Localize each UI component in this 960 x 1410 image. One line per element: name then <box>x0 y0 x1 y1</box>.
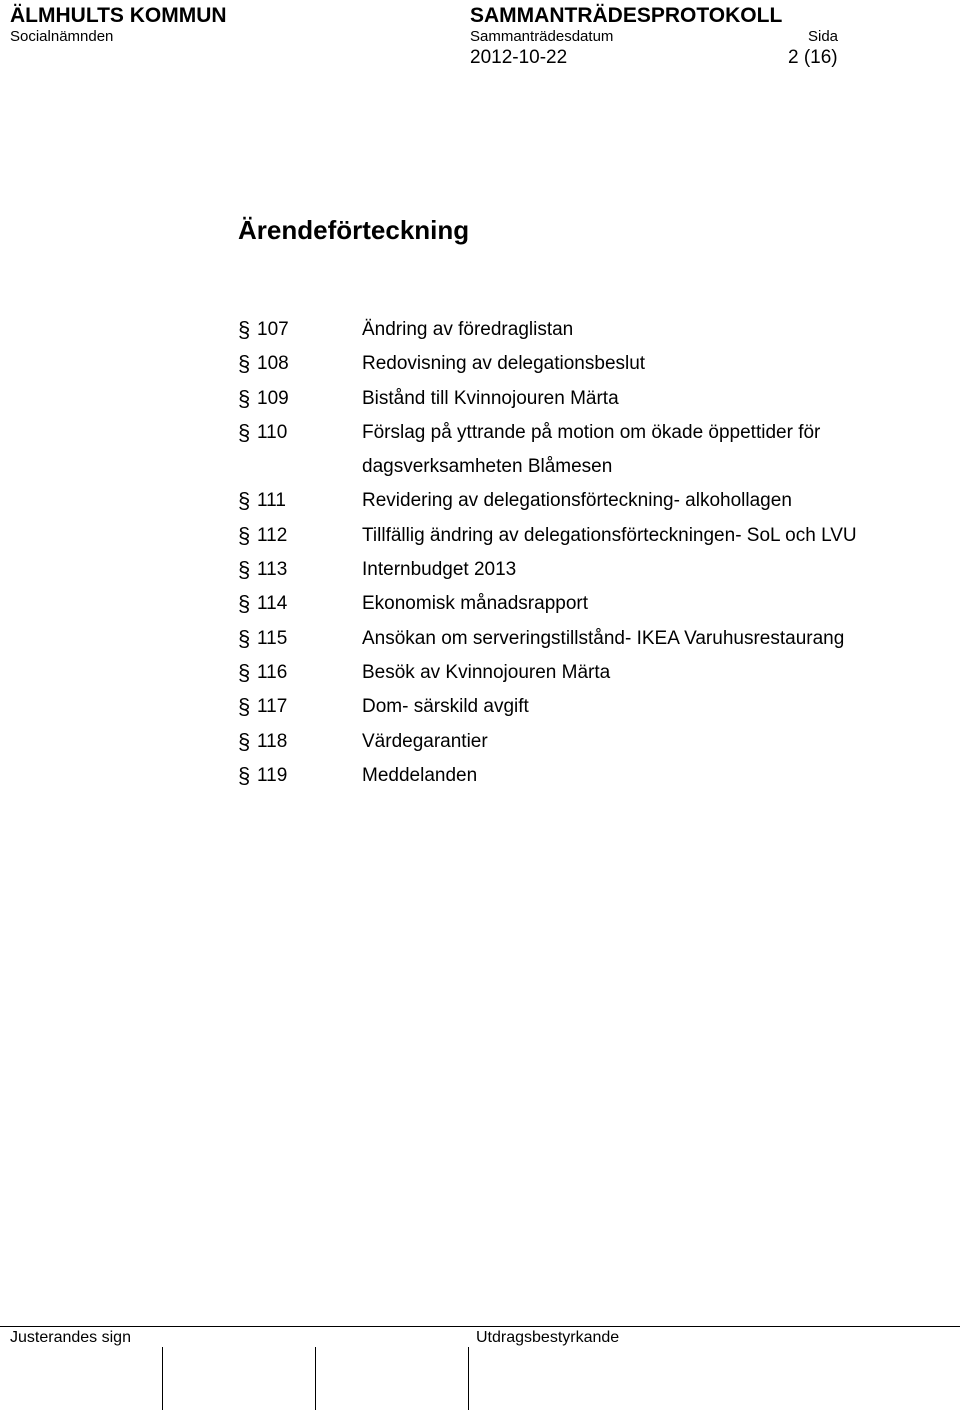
item-number: 116 <box>257 661 288 683</box>
paragraph-sign: § <box>238 351 251 377</box>
item-text: Ansökan om serveringstillstånd- IKEA Varuhusrestaurang <box>362 627 845 649</box>
utdragsbestyrkande-label: Utdragsbestyrkande <box>476 1329 620 1346</box>
agenda-item <box>238 763 938 797</box>
paragraph-sign: § <box>238 591 251 617</box>
item-number: 114 <box>257 593 288 615</box>
agenda-item <box>238 660 938 694</box>
agenda-item <box>238 420 938 489</box>
agenda-item <box>238 351 938 385</box>
justerandes-sign-label: Justerandes sign <box>10 1329 131 1346</box>
signature-divider <box>162 1347 163 1410</box>
item-number: 119 <box>257 764 288 786</box>
paragraph-sign: § <box>238 419 251 445</box>
agenda-item <box>238 557 938 591</box>
page-label: Sida <box>808 28 839 45</box>
agenda-list <box>238 317 938 797</box>
signature-divider <box>468 1347 469 1410</box>
agenda-item <box>238 488 938 522</box>
item-number: 118 <box>257 730 288 752</box>
item-text: Ekonomisk månadsrapport <box>362 593 588 615</box>
agenda-item <box>238 591 938 625</box>
meeting-date-label: Sammanträdesdatum <box>470 28 614 45</box>
paragraph-sign: § <box>238 488 251 514</box>
agenda-item <box>238 317 938 351</box>
item-text: Dom- särskild avgift <box>362 696 529 718</box>
footer-divider <box>0 1326 960 1327</box>
paragraph-sign: § <box>238 317 251 342</box>
paragraph-sign: § <box>238 659 251 685</box>
item-number: 108 <box>257 353 289 375</box>
item-number: 112 <box>257 524 288 546</box>
organization-name: ÄLMHULTS KOMMUN <box>10 4 227 27</box>
department-name: Socialnämnden <box>10 28 114 45</box>
paragraph-sign: § <box>238 625 251 651</box>
item-number: 117 <box>257 696 288 718</box>
item-number: 110 <box>257 421 288 443</box>
paragraph-sign: § <box>238 385 251 411</box>
item-number: 109 <box>257 387 289 409</box>
item-text: Värdegarantier <box>362 730 488 752</box>
item-number: 111 <box>257 490 286 512</box>
agenda-item <box>238 729 938 763</box>
page-number: 2 (16) <box>788 47 838 68</box>
item-text: Revidering av delegationsförteckning- alkohollagen <box>362 490 792 512</box>
paragraph-sign: § <box>238 728 251 754</box>
item-number: 115 <box>257 627 288 649</box>
meeting-date: 2012-10-22 <box>470 47 568 68</box>
item-text: Bistånd till Kvinnojouren Märta <box>362 387 619 409</box>
item-number: 107 <box>257 319 289 340</box>
document-type: SAMMANTRÄDESPROTOKOLL <box>470 4 783 27</box>
item-number: 113 <box>257 559 288 581</box>
paragraph-sign: § <box>238 694 251 720</box>
item-text: Internbudget 2013 <box>362 559 517 581</box>
item-text: Besök av Kvinnojouren Märta <box>362 661 611 683</box>
item-text: Redovisning av delegationsbeslut <box>362 353 646 375</box>
agenda-item <box>238 694 938 728</box>
agenda-item <box>238 626 938 660</box>
item-text: Tillfällig ändring av delegationsförteckningen- SoL och LVU <box>362 524 857 546</box>
item-text: Förslag på yttrande på motion om ökade öppettider för dagsverksamheten Blåmesen <box>362 421 821 478</box>
paragraph-sign: § <box>238 557 251 583</box>
item-text: Meddelanden <box>362 764 478 786</box>
item-text: Ändring av föredraglistan <box>362 319 574 340</box>
page-title: Ärendeförteckning <box>238 215 470 245</box>
agenda-item <box>238 386 938 420</box>
agenda-item <box>238 523 938 557</box>
signature-divider <box>315 1347 316 1410</box>
paragraph-sign: § <box>238 762 251 788</box>
paragraph-sign: § <box>238 522 251 548</box>
